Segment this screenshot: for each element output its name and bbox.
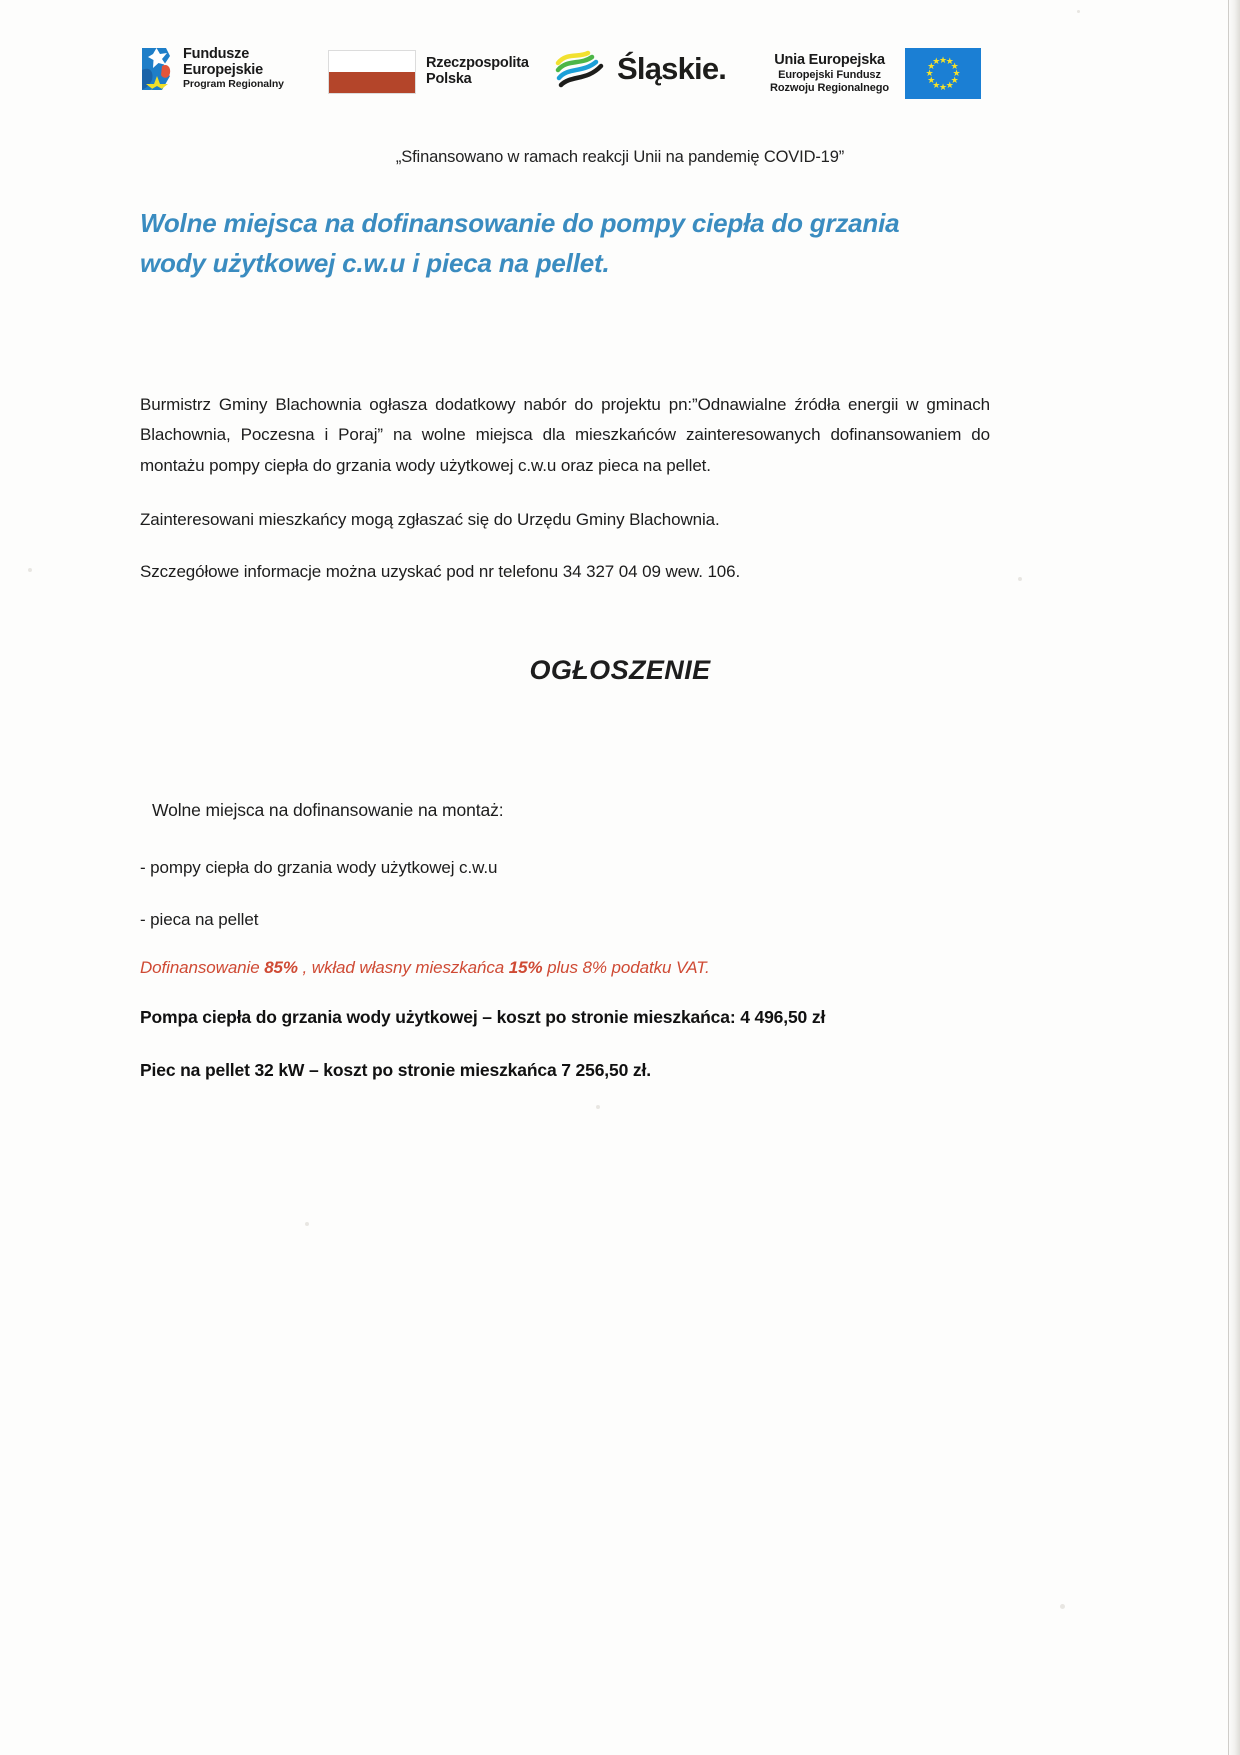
intro-paragraph: Burmistrz Gminy Blachownia ogłasza dodatkowy nabór do projektu pn:”Odnawialne źródła energii w gminach Blachownia, Poczesna i Poraj” na wolne miejsca dla mieszkańców zainteresowanych dofinansowaniem do montażu pompy ciepła do grzania wody użytkowej c.w.u oraz pieca na pellet. [140, 395, 990, 475]
scan-edge [1228, 0, 1240, 1755]
logo-slaskie [555, 48, 726, 88]
notice-heading: OGŁOSZENIE [529, 655, 711, 685]
eu-flag-star: ★ [932, 79, 941, 90]
eu-flag-star: ★ [945, 79, 954, 90]
logo-unia-europejska [770, 48, 981, 99]
eu-flag-star: ★ [938, 54, 948, 65]
eu-flag-star: ★ [925, 68, 934, 78]
scan-speck [28, 568, 32, 572]
eu-flag-star: ★ [950, 74, 959, 85]
eu-flag-star: ★ [938, 81, 948, 92]
unia-line-2: Europejski Fundusz [778, 69, 881, 82]
contact-paragraph: Zainteresowani mieszkańcy mogą zgłaszać się do Urzędu Gminy Blachownia. [140, 510, 720, 529]
scan-edge-line [1228, 0, 1229, 1755]
covid-funding-note: „Sfinansowano w ramach reakcji Unii na pandemię COVID-19” [395, 148, 845, 166]
unia-line-3: Rozwoju Regionalnego [770, 81, 889, 94]
eu-flag [905, 48, 981, 99]
eu-flag-star: ★ [932, 56, 941, 67]
fundusze-line-1: Fundusze [183, 46, 250, 63]
notice-bullet-heat-pump: - pompy ciepła do grzania wody użytkowej c.w.u [140, 858, 498, 877]
scan-speck [1077, 10, 1080, 13]
rzeczpospolita-line-2: Polska [426, 71, 472, 87]
funding-part-2: , wkład własny mieszkańca [297, 958, 509, 977]
scan-speck [1018, 577, 1022, 581]
page-title [140, 204, 985, 283]
cost-pellet-stove: Piec na pellet 32 kW – koszt po stronie mieszkańca 7 256,50 zł. [140, 1060, 651, 1080]
fundusze-line-2: Europejskie [183, 61, 263, 78]
eu-flag-star: ★ [945, 56, 954, 67]
unia-line-1: Unia Europejska [774, 52, 885, 69]
fundusze-europejskie-star-mark [140, 46, 174, 92]
funding-part-3: plus 8% podatku VAT. [542, 958, 710, 977]
logo-rzeczpospolita-text [426, 56, 529, 88]
logo-fundusze-text [183, 47, 284, 91]
page-title-line-2: wody użytkowej c.w.u i pieca na pellet. [140, 247, 610, 278]
notice-bullet-pellet-stove: - pieca na pellet [140, 910, 259, 929]
scan-speck [596, 1105, 600, 1109]
fundusze-line-3: Program Regionalny [183, 78, 284, 91]
funding-percent-own: 15% [508, 958, 543, 977]
cost-heat-pump: Pompa ciepła do grzania wody użytkowej – koszt po stronie mieszkańca: 4 496,50 zł [140, 1007, 826, 1027]
logo-fundusze-europejskie [140, 46, 284, 92]
phone-paragraph: Szczegółowe informacje można uzyskać pod nr telefonu 34 327 04 09 wew. 106. [140, 562, 741, 581]
eu-flag-star: ★ [927, 74, 936, 85]
eu-funding-logo-band [140, 42, 1090, 114]
rzeczpospolita-line-1: Rzeczpospolita [426, 55, 529, 72]
funding-part-1: Dofinansowanie [140, 958, 265, 977]
poland-flag [328, 50, 416, 94]
scan-speck [305, 1222, 309, 1226]
funding-percent-subsidy: 85% [264, 958, 298, 977]
logo-unia-text [770, 52, 889, 94]
logo-rzeczpospolita-polska [328, 50, 529, 94]
eu-flag-star: ★ [952, 68, 961, 78]
slaskie-waves-mark [555, 48, 607, 88]
funding-share-line [140, 958, 710, 978]
eu-flag-star: ★ [927, 61, 936, 72]
eu-flag-star: ★ [950, 61, 959, 72]
slaskie-label: Śląskie. [617, 50, 727, 86]
scan-speck [1060, 1604, 1065, 1609]
notice-lead: Wolne miejsca na dofinansowanie na montaż: [152, 800, 504, 820]
page-title-line-1: Wolne miejsca na dofinansowanie do pompy ciepła do grzania [140, 208, 900, 238]
